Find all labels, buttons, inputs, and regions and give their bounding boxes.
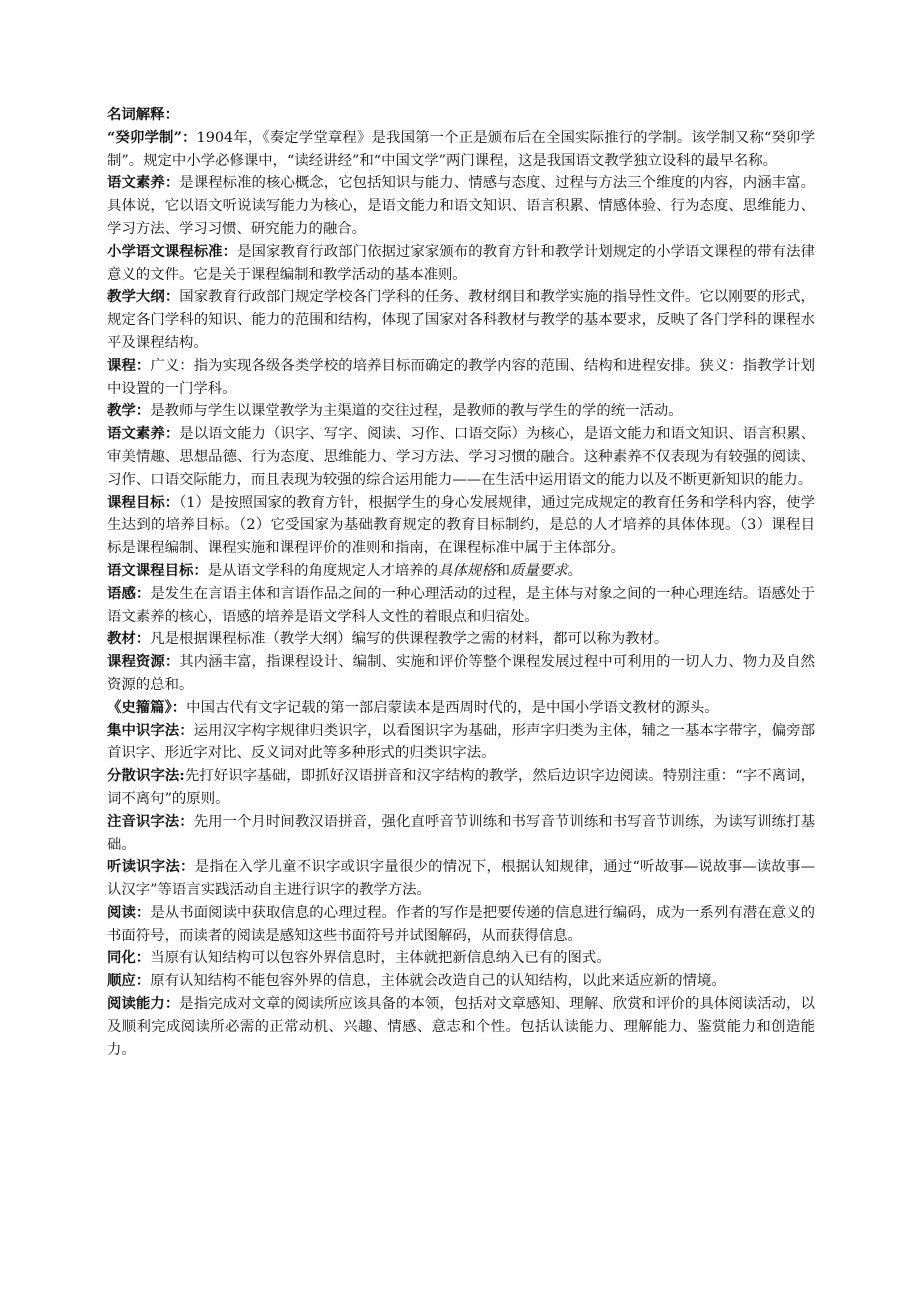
entry-term: “癸卯学制” xyxy=(107,128,182,146)
entry-term: 阅读 xyxy=(107,903,136,921)
entry-separator: ： xyxy=(179,812,194,830)
entry-definition: 是从书面阅读中获取信息的心理过程。作者的写作是把要传递的信息进行编码，成为一系列有潜在意义的书面符号，而读者的阅读是感知这些书面符号并试图解码，从而获得信息。 xyxy=(107,904,815,944)
entry-jizhong-shizi xyxy=(107,720,815,766)
entry-yuedu xyxy=(107,902,815,948)
entry-definition: 1904年，《奏定学堂章程》是我国第一个正是颁布后在全国实际推行的学制。该学制又称“癸卯学制”。规定中小学必修课中，“读经讲经”和“中国文学”两门课程，这是我国语文教学独立设科的最早名称。 xyxy=(107,129,815,169)
entry-separator: ： xyxy=(164,425,180,443)
entry-term: 小学语文课程标准 xyxy=(107,242,223,260)
entry-separator: ： xyxy=(171,698,187,716)
entry-definition: 国家教育行政部门规定学校各门学科的任务、教材纲目和教学实施的指导性文件。它以刚要的形式，规定各门学科的知识、能力的范围和结构，体现了国家对各科教材与教学的基本要求，反映了各门学科的课程水平及课程结构。 xyxy=(107,289,815,351)
section-heading: 名词解释： xyxy=(107,106,179,123)
entry-definition: 是从语文学科的角度规定人才培养的 xyxy=(207,562,439,579)
entry-term: 课程资源 xyxy=(107,653,165,671)
entry-separator: ： xyxy=(179,858,195,876)
entry-definition: （1）是按照国家的教育方针，根据学生的身心发展规律，通过完成规定的教育任务和学科内容，使学生达到的培养目标。（2）它受国家为基础教育规定的教育目标制约，是总的人才培养的具体体现。（3）课程目标是课程编制、课程实施和课程评价的准则和指南，在课程标准中属于主体部分。 xyxy=(107,494,815,557)
entry-definition: 是以语文能力（识字、写字、阅读、习作、口语交际）为核心，是语文能力和语文知识、语言积累、审美情趣、思想品德、行为态度、思维能力、学习方法、学习习惯的融合。这种素养不仅表现为有较强的阅读、习作、口语交际能力，而且表现为较强的综合运用能力——在生活中运用语文的能力以及不断更新知识的能力。 xyxy=(107,426,815,488)
entry-yuwen-kecheng-mubiao xyxy=(107,560,815,583)
entry-definition: 是发生在言语主体和言语作品之间的一种心理活动的过程，是主体与对象之间的一种心理连结。语感处于语文素养的核心，语感的培养是语文学科人文性的着眼点和归宿处。 xyxy=(107,585,815,625)
entry-yuwen-suyang-2 xyxy=(107,423,815,491)
entry-separator: ： xyxy=(135,402,151,420)
entry-definition: 其内涵丰富，指课程设计、编制、实施和评价等整个课程发展过程中可利用的一切人力、物力及自然资源的总和。 xyxy=(107,654,815,693)
entry-definition: 先打好识字基础，即抓好汉语拼音和汉字结构的教学，然后边识字边阅读。特别注重：“字不离词，词不离句”的原则。 xyxy=(107,768,815,807)
entry-separator: ： xyxy=(135,972,151,990)
entry-term: 语感 xyxy=(107,584,136,602)
entry-term: 《史籀篇》 xyxy=(107,698,172,716)
entry-definition: 广义：指为实现各级各类学校的培养目标而确定的教学内容的范围、结构和进程安排。狭义：指教学计划中设置的一门学科。 xyxy=(107,357,815,397)
entry-term: 语文素养 xyxy=(107,174,165,192)
entry-term: 教材 xyxy=(107,630,136,648)
entry-yugan xyxy=(107,583,815,629)
entry-definition: 原有认知结构不能包容外界的信息，主体就会改造自己的认知结构，以此来适应新的情境。 xyxy=(150,973,726,990)
entry-term: 课程目标 xyxy=(107,493,165,511)
entry-separator: ： xyxy=(164,995,180,1013)
entry-kecheng-mubiao xyxy=(107,492,815,560)
entry-definition: 凡是根据课程标准（教学大纲）编写的供课程教学之需的材料，都可以称为教材。 xyxy=(150,631,669,648)
entry-term: 注音识字法 xyxy=(107,812,180,830)
entry-zhuyin-shizi xyxy=(107,811,815,857)
entry-term: 语文素养 xyxy=(107,425,165,443)
entry-jiaoxue xyxy=(107,400,815,423)
entry-emphasis: 具体规格 xyxy=(438,562,496,579)
entry-jiaocai xyxy=(107,628,815,651)
entry-term: 课程 xyxy=(107,356,136,374)
entry-definition: 运用汉字构字规律归类识字，以看图识字为基础，形声字归类为主体，辅之一基本字带字，偏旁部首识字、形近字对比、反义词对此等多种形式的归类识字法。 xyxy=(107,722,815,762)
entry-separator: ： xyxy=(181,128,197,146)
entry-definition: 当原有认知结构可以包容外界信息时，主体就把新信息纳入已有的图式。 xyxy=(150,950,611,967)
entry-definition: 是国家教育行政部门依据过家家颁布的教育方针和教学计划规定的小学语文课程的带有法律意义的文件。它是关于课程编制和教学活动的基本准则。 xyxy=(107,243,815,283)
entry-yuwen-suyang-1 xyxy=(107,172,815,240)
entry-separator: ： xyxy=(164,653,180,671)
entry-separator: ： xyxy=(135,949,151,967)
entry-separator: ： xyxy=(135,356,151,374)
entry-guimao-xuezhi xyxy=(107,127,815,173)
entry-kecheng xyxy=(107,355,815,401)
entry-separator: ： xyxy=(135,584,151,602)
entry-term: 教学 xyxy=(107,402,136,420)
entry-jiaoxue-dagang xyxy=(107,286,815,354)
entry-definition: 是教师与学生以课堂教学为主渠道的交往过程，是教师的教与学生的学的统一活动。 xyxy=(150,403,683,420)
entry-shunying xyxy=(107,970,815,993)
entry-emphasis: 质量要求 xyxy=(510,562,568,579)
entry-separator: ： xyxy=(193,561,208,579)
entry-term: 教学大纲 xyxy=(107,288,165,306)
entry-tingdu-shizi xyxy=(107,856,815,902)
entry-definition-end: 。 xyxy=(567,562,582,579)
entry-kecheng-biaozhun xyxy=(107,241,815,287)
entry-definition: 是指完成对文章的阅读所应该具备的本领，包括对文章感知、理解、欣赏和评价的具体阅读活动，以及顺利完成阅读所必需的正常动机、兴趣、情感、意志和个性。包括认读能力、理解能力、鉴赏能力和创造能力。 xyxy=(107,996,815,1058)
entry-separator: ： xyxy=(164,288,180,306)
entry-separator: ： xyxy=(164,174,180,192)
entry-definition: 先用一个月时间教汉语拼音，强化直呼音节训练和书写音节训练和书写音节训练，为读写训练打基础。 xyxy=(107,813,815,853)
entry-separator: ： xyxy=(222,242,238,260)
entry-term: 同化 xyxy=(107,949,136,967)
entry-definition: 是课程标准的核心概念，它包括知识与能力、情感与态度、过程与方法三个维度的内容，内涵丰富。具体说，它以语文听说读写能力为核心，是语文能力和语文知识、语言积累、情感体验、行为态度、思维能力、学习方法、学习习惯、研究能力的融合。 xyxy=(107,175,815,237)
entry-kecheng-ziyuan xyxy=(107,651,815,697)
entry-separator: ： xyxy=(135,630,151,648)
entry-yuedu-nengli xyxy=(107,993,815,1061)
entry-term: 听读识字法 xyxy=(107,858,180,876)
entry-separator: ： xyxy=(164,493,180,511)
entry-tonghua xyxy=(107,947,815,970)
entry-definition: 中国古代有文字记载的第一部启蒙读本是西周时代的，是中国小学语文教材的源头。 xyxy=(186,699,719,716)
entry-separator: : xyxy=(179,767,185,785)
entry-term: 语文课程目标 xyxy=(107,561,194,579)
entry-separator: ： xyxy=(135,903,151,921)
entry-definition-mid: 和 xyxy=(495,562,511,579)
entry-definition: 是指在入学儿童不识字或识字量很少的情况下，根据认知规律，通过“听故事—说故事—读故事—认汉字”等语言实践活动自主进行识字的教学方法。 xyxy=(107,859,815,899)
entry-term: 分散识字法 xyxy=(107,767,180,785)
entry-fensan-shizi xyxy=(107,765,815,811)
entry-separator: ： xyxy=(179,721,194,739)
entry-term: 集中识字法 xyxy=(107,721,180,739)
entry-shizhoupian xyxy=(107,697,815,720)
entry-term: 阅读能力 xyxy=(107,995,165,1013)
document-page xyxy=(107,104,815,1061)
entry-term: 顺应 xyxy=(107,972,136,990)
